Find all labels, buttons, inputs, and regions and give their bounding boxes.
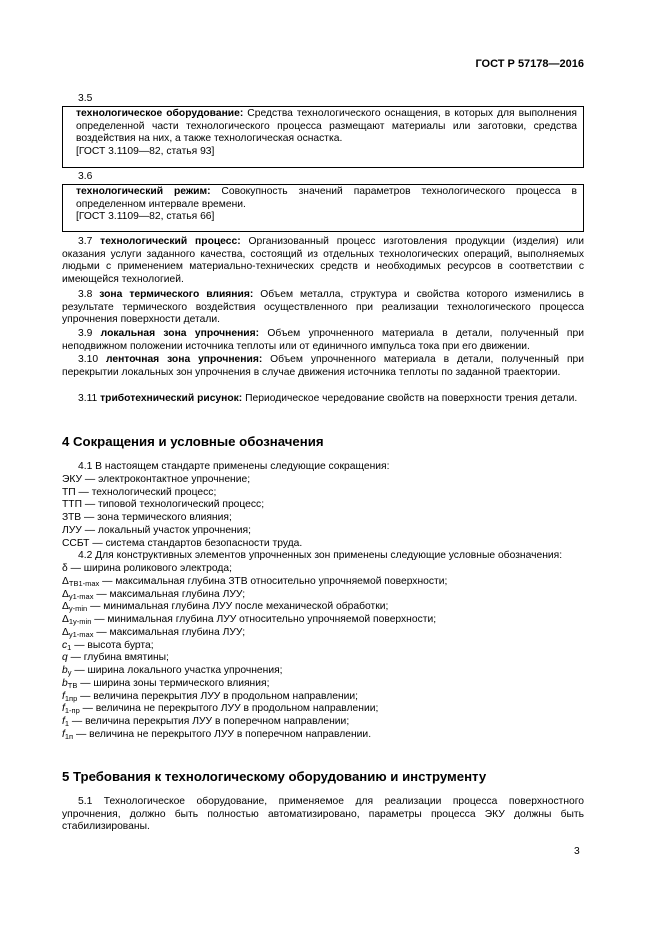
symbol-item <box>62 729 592 742</box>
list-item: ЗТВ — зона термического влияния; <box>62 512 232 523</box>
list-item: ССБТ — система стандартов безопасности труда. <box>62 537 303 549</box>
section-5-paragraph: 5.1 Технологическое оборудование, применяемое для реализации процесса поверхностного упрочнения, должно быть полностью автоматизировано, параметры процесса ЭКУ должны быть стабилизированы. <box>62 796 584 833</box>
term-title: локальная зона упрочнения: <box>100 328 260 339</box>
symbol-subscript: ТВ1-max <box>68 578 100 588</box>
symbol-item <box>62 678 592 691</box>
symbol-subscript: 1-пр <box>64 706 80 716</box>
term-number-3-5: 3.5 <box>78 93 93 104</box>
list-item: ТП — технологический процесс; <box>62 486 217 498</box>
term-3-7 <box>62 236 584 286</box>
symbol-text: — высота бурта; <box>71 639 154 651</box>
symbol-text: — ширина роликового электрода; <box>67 563 232 574</box>
symbol-subscript: y <box>67 668 72 677</box>
symbol-text: — максимальная глубина ЛУУ; <box>93 626 246 638</box>
symbol-subscript: y-min <box>68 604 88 614</box>
term-number: 3.11 <box>78 393 101 404</box>
symbol-item <box>62 652 592 665</box>
term-number-3-6: 3.6 <box>78 171 93 182</box>
symbol-item <box>62 601 592 614</box>
document-header: ГОСТ Р 57178—2016 <box>475 58 584 70</box>
term-definition-3-5 <box>76 108 577 146</box>
term-number: 3.8 <box>78 289 100 300</box>
symbol-item <box>62 627 592 640</box>
term-text: Периодическое чередование свойств на поверхности трения детали. <box>242 393 578 404</box>
symbol-item <box>62 563 592 576</box>
symbol-text: — максимальная глубина ЗТВ относительно упрочняемой поверхности; <box>99 575 448 587</box>
term-text: Совокупность значений параметров технологического процесса в определенном интервале времени. <box>76 186 577 210</box>
term-text: Организованный процесс изготовления продукции (изделия) или оказания услуги заданного качества, состоящий из отдельных технологических операций, выполняемых людьми с применением материально-технических средств и необходимых ресурсов в соответствии с имеющейся технологией. <box>62 236 584 285</box>
symbol-subscript: y1-max <box>68 591 94 601</box>
symbol-subscript: 1y-min <box>68 617 92 626</box>
term-number: 3.9 <box>78 328 101 339</box>
list-item: ТТП — типовой технологический процесс; <box>62 499 265 511</box>
symbol-subscript: 1пр <box>64 693 78 703</box>
list-item: ЛУУ — локальный участок упрочнения; <box>62 524 251 536</box>
symbol-item <box>62 614 592 627</box>
section-4-list <box>62 461 592 742</box>
term-reference: [ГОСТ 3.1109—82, статья 66] <box>76 211 215 223</box>
term-title: технологическое оборудование: <box>76 108 244 119</box>
symbol: f <box>62 716 65 727</box>
section-4-title: 4 Сокращения и условные обозначения <box>62 434 324 449</box>
symbol-text: — ширина локального участка упрочнения; <box>71 665 283 676</box>
list-item: 4.2 Для конструктивных элементов упрочненных зон применены следующие условные обозначения: <box>78 550 563 562</box>
symbol-subscript: 1 <box>64 719 70 728</box>
symbol: b <box>62 677 68 689</box>
term-text: Объем металла, структура и свойства которого изменились в результате термического воздействия осуществленного при реализации технологического процесса упрочнения поверхности детали. <box>62 289 584 326</box>
page-number: 3 <box>574 846 580 857</box>
symbol: q <box>62 652 68 664</box>
symbol: f <box>62 690 65 702</box>
symbol: c <box>62 639 68 651</box>
term-reference: [ГОСТ 3.1109—82, статья 93] <box>76 145 215 157</box>
symbol-text: — максимальная глубина ЛУУ; <box>93 588 246 600</box>
symbol-item <box>62 716 592 729</box>
symbol: Δ <box>62 575 69 587</box>
symbol-text: — величина перекрытия ЛУУ в продольном направлении; <box>77 690 359 702</box>
term-box-3-6 <box>62 184 584 232</box>
symbol-item <box>62 703 592 716</box>
symbol-item <box>62 640 592 653</box>
term-title: ленточная зона упрочнения: <box>105 354 263 365</box>
section-5-title: 5 Требования к технологическому оборудованию и инструменту <box>62 769 487 784</box>
term-number: 3.10 <box>78 354 106 365</box>
symbol-item <box>62 589 592 602</box>
symbol-text: — минимальная глубина ЛУУ после механической обработки; <box>87 601 389 613</box>
symbol: b <box>62 665 68 676</box>
symbol-item <box>62 665 592 678</box>
symbol-text: — ширина зоны термического влияния; <box>77 677 270 689</box>
term-3-9 <box>62 328 584 353</box>
symbol-subscript: ТВ <box>67 680 78 690</box>
symbol: Δ <box>62 601 69 613</box>
term-number: 3.7 <box>78 236 101 247</box>
term-box-3-5 <box>62 106 584 168</box>
symbol: f <box>62 728 65 740</box>
symbol: δ <box>62 563 68 574</box>
list-item: 4.1 В настоящем стандарте применены следующие сокращения: <box>78 461 390 472</box>
symbol-subscript: y1-max <box>68 629 94 639</box>
symbol: Δ <box>62 626 69 638</box>
term-3-8 <box>62 289 584 327</box>
term-title: технологический процесс: <box>100 236 241 247</box>
symbol: f <box>62 703 65 715</box>
term-3-11 <box>62 393 584 406</box>
term-3-10 <box>62 354 584 379</box>
term-text: Объем упрочненного материала в детали, полученный при перекрытии локальных зон упрочнения в случае движения источника теплоты по заданной траектории. <box>62 354 585 378</box>
symbol-text: — величина не перекрытого ЛУУ в поперечном направлении. <box>73 728 372 740</box>
symbol-text: — величина не перекрытого ЛУУ в продольном направлении; <box>79 703 379 715</box>
symbol-text: — глубина вмятины; <box>67 652 169 664</box>
term-title: триботехнический рисунок: <box>100 393 243 404</box>
symbol: Δ <box>62 588 69 600</box>
term-title: технологический режим: <box>76 186 211 197</box>
term-text: Средства технологического оснащения, в которых для выполнения определенной части технологического процесса размещают материалы или заготовки, средства воздействия на них, а также технологическая оснастка. <box>76 108 577 145</box>
symbol-subscript: 1 <box>67 642 72 652</box>
symbol-subscript: 1п <box>64 731 74 741</box>
symbol: Δ <box>62 614 69 625</box>
symbol-text: — величина перекрытия ЛУУ в поперечном направлении; <box>69 716 350 727</box>
symbol-item <box>62 576 592 589</box>
term-title: зона термического влияния: <box>99 289 254 300</box>
term-definition-3-6 <box>76 186 577 211</box>
symbol-text: — минимальная глубина ЛУУ относительно упрочняемой поверхности; <box>91 614 437 625</box>
list-item: ЭКУ — электроконтактное упрочнение; <box>62 473 251 485</box>
symbol-item <box>62 691 592 704</box>
term-text: Объем упрочненного материала в детали, полученный при неподвижном положении источника теплоты или от единичного импульса тока при его движении. <box>62 328 584 352</box>
